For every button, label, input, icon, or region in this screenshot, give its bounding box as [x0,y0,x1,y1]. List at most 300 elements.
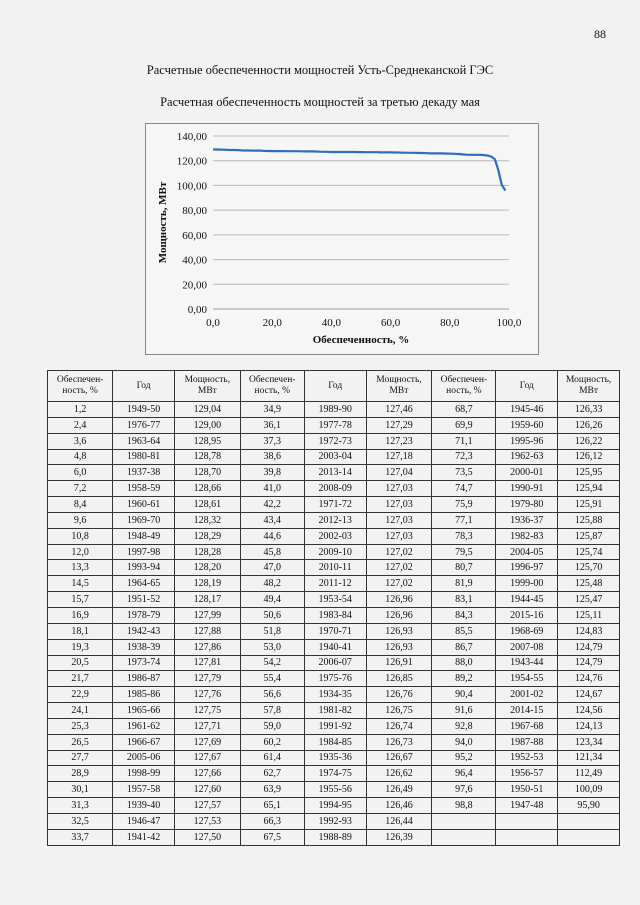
table-cell: 24,1 [48,703,113,719]
x-tick-label: 80,0 [440,317,460,329]
table-cell [558,829,620,845]
y-tick-label: 40,00 [182,254,207,267]
table-cell: 18,1 [48,623,113,639]
table-cell: 128,66 [174,481,240,497]
table-cell: 78,3 [432,528,496,544]
table-cell: 127,99 [174,607,240,623]
table-cell: 1940-41 [304,639,366,655]
table-cell [558,813,620,829]
table-cell: 124,79 [558,639,620,655]
table-row [48,465,620,481]
table-cell: 1971-72 [304,497,366,513]
table-cell: 54,2 [240,655,304,671]
table-cell: 1960-61 [113,497,175,513]
table-cell: 95,90 [558,798,620,814]
table-cell: 2003-04 [304,449,366,465]
table-cell: 128,32 [174,512,240,528]
table-cell: 96,4 [432,766,496,782]
table-cell: 126,67 [366,750,432,766]
table-cell: 126,75 [366,703,432,719]
table-cell: 112,49 [558,766,620,782]
table-cell: 126,93 [366,623,432,639]
table-cell: 8,4 [48,497,113,513]
table-cell: 14,5 [48,576,113,592]
table-cell: 1986-87 [113,671,175,687]
table-cell: 1973-74 [113,655,175,671]
table-cell: 44,6 [240,528,304,544]
table-cell: 1955-56 [304,782,366,798]
table-cell: 21,7 [48,671,113,687]
table-cell: 1988-89 [304,829,366,845]
x-tick-label: 100,0 [496,317,522,329]
table-cell: 126,93 [366,639,432,655]
table-cell: 1990-91 [496,481,558,497]
table-cell: 126,74 [366,718,432,734]
table-cell: 126,22 [558,433,620,449]
table-row [48,703,620,719]
table-cell: 1945-46 [496,402,558,418]
table-cell: 127,02 [366,560,432,576]
table-cell: 124,56 [558,703,620,719]
table-cell: 127,57 [174,798,240,814]
table-cell: 126,62 [366,766,432,782]
table-cell: 20,5 [48,655,113,671]
table-cell: 1953-54 [304,592,366,608]
table-cell: 125,88 [558,512,620,528]
table-cell: 1967-68 [496,718,558,734]
table-cell: 127,02 [366,576,432,592]
table-cell: 128,20 [174,560,240,576]
table-cell: 124,67 [558,687,620,703]
table-cell: 126,49 [366,782,432,798]
table-cell: 38,6 [240,449,304,465]
table-cell: 43,4 [240,512,304,528]
table-cell: 127,03 [366,497,432,513]
y-tick-label: 140,00 [176,131,207,143]
table-header-cell: Обеспечен- ность, % [240,371,304,402]
table-row [48,592,620,608]
table-row [48,497,620,513]
chart-subtitle: Расчетная обеспеченность мощностей за третью декаду мая [160,95,480,109]
table-cell: 33,7 [48,829,113,845]
table-cell: 1966-67 [113,734,175,750]
table-cell: 127,50 [174,829,240,845]
table-cell: 1998-99 [113,766,175,782]
table-cell: 27,7 [48,750,113,766]
table-cell: 1997-98 [113,544,175,560]
table-cell: 129,00 [174,417,240,433]
table-cell: 125,11 [558,607,620,623]
table-cell: 1942-43 [113,623,175,639]
table-cell: 1937-38 [113,465,175,481]
table-cell: 2000-01 [496,465,558,481]
y-tick-label: 100,00 [176,180,207,193]
table-cell: 1993-94 [113,560,175,576]
table-cell: 80,7 [432,560,496,576]
table-cell: 125,70 [558,560,620,576]
table-cell: 1982-83 [496,528,558,544]
table-cell: 59,0 [240,718,304,734]
document-title: Расчетные обеспеченности мощностей Усть-Среднеканской ГЭС [146,63,494,77]
table-cell: 1976-77 [113,417,175,433]
table-cell: 2005-06 [113,750,175,766]
table-cell: 124,83 [558,623,620,639]
table-cell: 1947-48 [496,798,558,814]
table-cell: 66,3 [240,813,304,829]
x-axis-label: Обеспеченность, % [312,334,410,346]
table-cell: 1959-60 [496,417,558,433]
table-cell: 85,5 [432,623,496,639]
table-cell: 1946-47 [113,813,175,829]
table-cell: 57,8 [240,703,304,719]
table-cell: 124,13 [558,718,620,734]
table-cell: 1999-00 [496,576,558,592]
table-cell: 41,0 [240,481,304,497]
x-tick-label: 40,0 [321,317,342,329]
table-cell: 25,3 [48,718,113,734]
table-cell: 126,44 [366,813,432,829]
table-cell: 127,46 [366,402,432,418]
table-row [48,671,620,687]
table-cell: 128,28 [174,544,240,560]
table-header-cell: Обеспечен- ность, % [48,371,113,402]
table-header-cell: Мощность, МВт [558,371,620,402]
table-cell: 31,3 [48,798,113,814]
table-cell: 48,2 [240,576,304,592]
y-tick-label: 80,00 [182,205,207,218]
table-cell: 13,3 [48,560,113,576]
table-cell: 126,96 [366,592,432,608]
page-number: 88 [594,27,606,41]
table-cell: 62,7 [240,766,304,782]
table-cell: 126,46 [366,798,432,814]
table-cell: 9,6 [48,512,113,528]
table-row [48,528,620,544]
table-cell: 12,0 [48,544,113,560]
table-cell: 128,61 [174,497,240,513]
table-cell: 74,7 [432,481,496,497]
table-cell: 2008-09 [304,481,366,497]
table-cell: 127,18 [366,449,432,465]
table-row [48,798,620,814]
table-header-cell: Год [113,371,175,402]
table-cell: 128,29 [174,528,240,544]
x-tick-label: 20,0 [262,317,282,329]
table-header-cell: Год [496,371,558,402]
table-cell: 71,1 [432,433,496,449]
table-header-cell: Обеспечен- ность, % [432,371,496,402]
table-row [48,607,620,623]
table-cell [496,829,558,845]
table-cell: 1995-96 [496,433,558,449]
table-cell: 127,76 [174,687,240,703]
table-cell: 124,79 [558,655,620,671]
table-cell: 95,2 [432,750,496,766]
table-cell: 1934-35 [304,687,366,703]
table-cell: 127,60 [174,782,240,798]
table-cell: 36,1 [240,417,304,433]
table-row [48,813,620,829]
table-cell: 1961-62 [113,718,175,734]
table-cell: 50,6 [240,607,304,623]
table-cell: 1,2 [48,402,113,418]
x-tick-label: 60,0 [380,317,401,329]
table-cell: 125,95 [558,465,620,481]
table-cell: 1968-69 [496,623,558,639]
table-row [48,766,620,782]
table-cell: 127,71 [174,718,240,734]
table-cell: 22,9 [48,687,113,703]
table-cell: 81,9 [432,576,496,592]
table-cell: 6,0 [48,465,113,481]
table-cell: 1941-42 [113,829,175,845]
table-cell: 1969-70 [113,512,175,528]
table-cell: 127,02 [366,544,432,560]
table-row [48,402,620,418]
series-line [213,150,505,191]
supply-curve-chart [146,124,538,354]
table-cell: 1936-37 [496,512,558,528]
table-cell: 67,5 [240,829,304,845]
table-cell: 3,6 [48,433,113,449]
table-cell: 123,34 [558,734,620,750]
table-cell: 1963-64 [113,433,175,449]
table-cell: 26,5 [48,734,113,750]
table-row [48,512,620,528]
table-cell: 2001-02 [496,687,558,703]
table-cell: 125,94 [558,481,620,497]
table-cell: 1980-81 [113,449,175,465]
table-cell: 2011-12 [304,576,366,592]
y-tick-label: 60,00 [182,229,207,242]
table-cell: 51,8 [240,623,304,639]
table-cell: 7,2 [48,481,113,497]
table-cell: 1952-53 [496,750,558,766]
table-cell: 65,1 [240,798,304,814]
table-cell: 2,4 [48,417,113,433]
table-cell [432,829,496,845]
table-cell: 125,74 [558,544,620,560]
table-row [48,734,620,750]
table-cell: 127,81 [174,655,240,671]
table-cell: 73,5 [432,465,496,481]
y-tick-label: 20,00 [182,279,207,292]
table-cell: 37,3 [240,433,304,449]
table-cell: 128,19 [174,576,240,592]
table-cell: 86,7 [432,639,496,655]
table-cell: 94,0 [432,734,496,750]
table-row [48,829,620,845]
table-row [48,433,620,449]
table-cell: 1950-51 [496,782,558,798]
table-cell: 1981-82 [304,703,366,719]
table-cell: 1957-58 [113,782,175,798]
table-cell: 49,4 [240,592,304,608]
table-row [48,639,620,655]
table-cell: 2014-15 [496,703,558,719]
table-cell: 72,3 [432,449,496,465]
table-cell: 34,9 [240,402,304,418]
table-cell: 128,95 [174,433,240,449]
table-cell: 127,79 [174,671,240,687]
chart-container [145,123,539,355]
table-cell: 1956-57 [496,766,558,782]
table-cell: 68,7 [432,402,496,418]
table-cell: 127,23 [366,433,432,449]
table-cell: 1974-75 [304,766,366,782]
table-cell: 126,76 [366,687,432,703]
table-cell: 126,39 [366,829,432,845]
table-cell: 127,86 [174,639,240,655]
table-cell: 4,8 [48,449,113,465]
table-cell: 125,48 [558,576,620,592]
table-cell: 47,0 [240,560,304,576]
table-cell: 77,1 [432,512,496,528]
table-cell: 126,85 [366,671,432,687]
table-cell: 30,1 [48,782,113,798]
table-cell: 127,88 [174,623,240,639]
table-body [48,402,620,846]
table-cell: 126,33 [558,402,620,418]
table-cell: 1987-88 [496,734,558,750]
table-cell: 1964-65 [113,576,175,592]
table-cell: 69,9 [432,417,496,433]
table-row [48,560,620,576]
table-cell: 126,96 [366,607,432,623]
table-cell: 98,8 [432,798,496,814]
table-row [48,449,620,465]
table-header-cell: Год [304,371,366,402]
table-cell: 92,8 [432,718,496,734]
table-cell: 1985-86 [113,687,175,703]
table-cell: 1972-73 [304,433,366,449]
table-cell: 126,91 [366,655,432,671]
table-cell: 42,2 [240,497,304,513]
table-row [48,623,620,639]
table-cell: 121,34 [558,750,620,766]
table-cell: 1989-90 [304,402,366,418]
table-cell: 39,8 [240,465,304,481]
table-cell: 15,7 [48,592,113,608]
table-cell: 1994-95 [304,798,366,814]
table-cell: 129,04 [174,402,240,418]
table-cell: 127,04 [366,465,432,481]
table-cell: 79,5 [432,544,496,560]
table-row [48,718,620,734]
table-cell: 84,3 [432,607,496,623]
table-cell: 1939-40 [113,798,175,814]
table-cell: 2013-14 [304,465,366,481]
table-cell: 125,91 [558,497,620,513]
table-cell: 1965-66 [113,703,175,719]
table-cell: 1938-39 [113,639,175,655]
table-cell: 126,12 [558,449,620,465]
table-cell: 128,17 [174,592,240,608]
table-cell: 91,6 [432,703,496,719]
table-row [48,544,620,560]
table-cell: 2012-13 [304,512,366,528]
table-row [48,782,620,798]
table-cell: 1975-76 [304,671,366,687]
table-cell: 126,26 [558,417,620,433]
table-row [48,750,620,766]
table-cell: 1935-36 [304,750,366,766]
y-axis-label: Мощность, МВт [157,181,169,264]
table-cell: 1943-44 [496,655,558,671]
table-cell: 127,66 [174,766,240,782]
table-cell: 126,73 [366,734,432,750]
table-cell: 100,09 [558,782,620,798]
table-cell: 1949-50 [113,402,175,418]
table-cell: 125,87 [558,528,620,544]
table-cell: 53,0 [240,639,304,655]
table-row [48,481,620,497]
table-cell: 1944-45 [496,592,558,608]
table-cell: 124,76 [558,671,620,687]
table-cell: 1984-85 [304,734,366,750]
table-row [48,655,620,671]
table-cell: 1954-55 [496,671,558,687]
table-cell: 55,4 [240,671,304,687]
table-cell: 127,53 [174,813,240,829]
table-cell: 1996-97 [496,560,558,576]
supply-table [47,370,620,846]
table-cell: 128,70 [174,465,240,481]
table-cell: 1983-84 [304,607,366,623]
table-cell [496,813,558,829]
table-cell: 83,1 [432,592,496,608]
table-cell: 127,03 [366,512,432,528]
table-cell: 1958-59 [113,481,175,497]
table-cell: 127,03 [366,528,432,544]
x-tick-label: 0,0 [206,317,220,329]
table-cell: 16,9 [48,607,113,623]
table-cell: 19,3 [48,639,113,655]
table-cell: 32,5 [48,813,113,829]
table-cell: 127,03 [366,481,432,497]
table-cell: 2009-10 [304,544,366,560]
table-cell: 1978-79 [113,607,175,623]
table-cell: 10,8 [48,528,113,544]
table-header-cell: Мощность, МВт [366,371,432,402]
table-cell: 2007-08 [496,639,558,655]
table-cell: 125,47 [558,592,620,608]
table-header-row [48,371,620,402]
table-cell: 2015-16 [496,607,558,623]
table-cell: 1991-92 [304,718,366,734]
table-cell: 2010-11 [304,560,366,576]
table-cell: 56,6 [240,687,304,703]
table-cell: 127,69 [174,734,240,750]
table-cell: 88,0 [432,655,496,671]
table-cell: 63,9 [240,782,304,798]
table-cell: 1970-71 [304,623,366,639]
table-row [48,576,620,592]
table-cell: 75,9 [432,497,496,513]
table-header-cell: Мощность, МВт [174,371,240,402]
table-cell: 127,29 [366,417,432,433]
table-cell: 2004-05 [496,544,558,560]
table-row [48,687,620,703]
table-cell: 28,9 [48,766,113,782]
table-cell: 45,8 [240,544,304,560]
table-cell: 1962-63 [496,449,558,465]
table-cell: 2006-07 [304,655,366,671]
table-cell [432,813,496,829]
table-cell: 1951-52 [113,592,175,608]
table-cell: 1948-49 [113,528,175,544]
y-tick-label: 0,00 [187,304,207,316]
